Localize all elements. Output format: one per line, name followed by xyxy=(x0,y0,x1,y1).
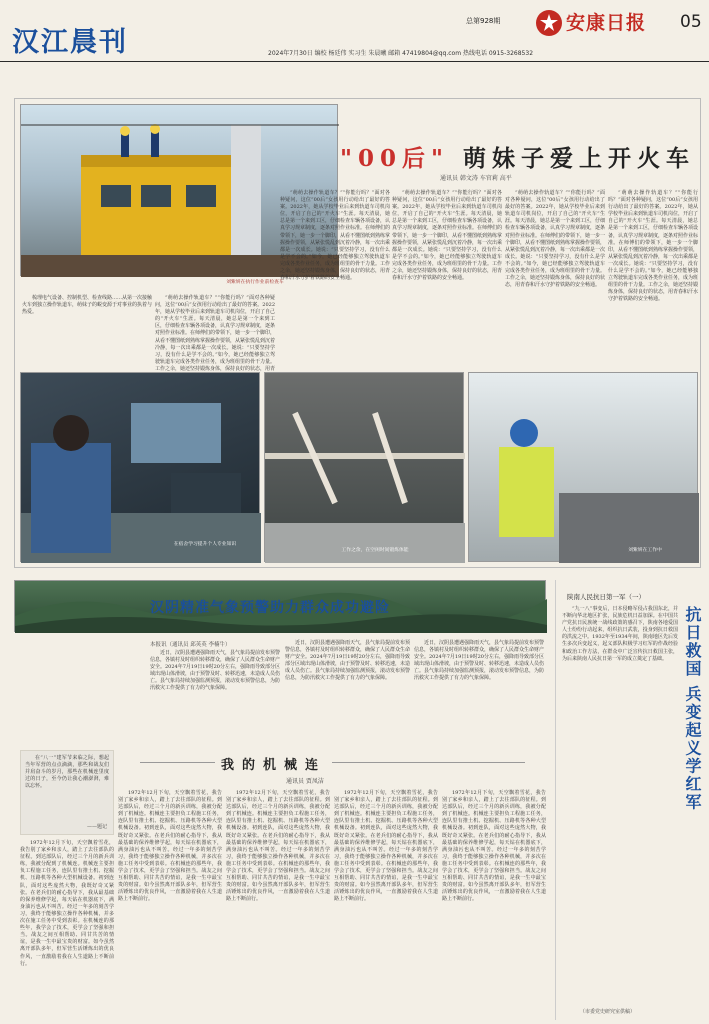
photo2-caption: 在宿舍学习提升个人专业知识 xyxy=(173,542,237,547)
bottom-byline: 通讯员 贾凤洁 xyxy=(286,778,324,785)
feature-col-1: “萌萌去操作轨道车？”“你能行吗？”面对各种疑问，这位“00后”女孩用行动给出了最好的答案。2022年，她从学校毕业后来到轨道车司机岗位，开启了自己的“开火车”生涯。每天清晨，她总是第一个来到工区，仔细检查车辆各项设备，认真学习规章制度，逐条对照作业标准。在师傅们的带领下，她一步一个脚印，从看不懂图纸到熟练掌握操作要领，从紧张慌乱到沉着冷静，每一次出乘都是一次成长。她说：“只要坚持学习，没有什么是学不会的。”如今，她已经能够独立驾驶轨道车完成各类作业任务，成为班组里的骨干力量。工作之余，她还坚持锻炼身体，保持良好的状态，用青 xyxy=(155,295,276,372)
headline-text: 萌妹子爱上开火车 xyxy=(463,145,695,172)
feature-col-2: “萌萌去操作轨道车？”“你能行吗？”面对各种疑问，这位“00后”女孩用行动给出了最好的答案。2022年，她从学校毕业后来到轨道车司机岗位，开启了自己的“开火车”生涯。每天清晨，她总是第一个来到工区，仔细检查车辆各项设备，认真学习规章制度，逐条对照作业标准。在师傅们的带领下，她一步一个脚印，从看不懂图纸到熟练掌握操作要领，从紧张慌乱到沉着冷静，每一次出乘都是一次成长。她说：“只要坚持学习，没有什么是学不会的。”如今，她已经能够独立驾驶轨道车完成各类作业任务，成为班组里的骨干力量。工作之余，她还坚持锻炼身体，保持良好的状态，用青春和汗水守护着铁路的安全畅通。 xyxy=(280,190,391,282)
feature-headline xyxy=(340,140,695,173)
photo-cab-study xyxy=(20,372,260,562)
weather-col-2: 近日，汉阴县遭遇强降雨天气，县气象局提前发布预警信息，各镇村及时组织转移群众，确保了人民群众生命财产安全。2024年7月19日19时20分左右，强降雨导致部分区域出现山体滑坡，由于预警及时、转移迅速，未造成人员伤亡。县气象局持续加强监测预报，滚动发布预警信息，为防汛救灾工作提供了有力的气象保障。 xyxy=(285,640,411,682)
bottom-col-5: 1972年12月下旬，天空飘着雪花，我告别了家乡和亲人，踏上了去往部队的征程。到达部队后，经过三个月的新兵训练，我被分配到了机械连。机械连主要担负工程施工任务，连队里有推土机、挖掘机、压路机等各种大型机械设备。初到连队，面对这些庞然大物，我既好奇又紧张。在老兵们的耐心指导下，我从最基础的保养维修学起，每天钻在机器底下，满身油污也从不叫苦。经过一年多的刻苦学习，我终于能够独立操作各种机械，并多次在施工任务中受到表彰。在机械连的那些年，我学会了技术，更学会了坚强和担当。战友之间互相帮助、同甘共苦的情谊，是我一生中最宝贵的财富。如今虽然离开部队多年，但军营生活锤炼出的优良作风，一直激励着我在人生道路上不断前行。 xyxy=(442,790,546,903)
photo-exercise xyxy=(264,372,464,562)
section-title: 汉江晨刊 xyxy=(12,27,128,58)
side-title: 抗日救国 兵变起义学红军 xyxy=(683,606,702,812)
feature-col-5: “萌萌去操作轨道车？”“你能行吗？”面对各种疑问，这位“00后”女孩用行动给出了最好的答案。2022年，她从学校毕业后来到轨道车司机岗位，开启了自己的“开火车”生涯。每天清晨，她总是第一个来到工区，仔细检查车辆各项设备，认真学习规章制度，逐条对照作业标准。在师傅们的带领下，她一步一个脚印，从看不懂图纸到熟练掌握操作要领，从紧张慌乱到沉着冷静，每一次出乘都是一次成长。她说：“只要坚持学习，没有什么是学不会的。”如今，她已经能够独立驾驶轨道车完成各类作业任务，成为班组里的骨干力量。工作之余，她还坚持锻炼身体，保持良好的状态，用青春和汗水守护着铁路的安全畅通。 xyxy=(608,190,699,303)
epigraph-text: 在“八一”建军节来临之际，想起当年军营的点点滴滴，那些和战友们并肩奋斗的岁月，那些在机械连里度过的日子，至今仍让我心潮澎湃，难以忘怀。 xyxy=(25,755,109,790)
newspaper-logo: 安康日报 xyxy=(566,12,647,34)
bottom-col-4: 1972年12月下旬，天空飘着雪花，我告别了家乡和亲人，踏上了去往部队的征程。到达部队后，经过三个月的新兵训练，我被分配到了机械连。机械连主要担负工程施工任务，连队里有推土机、挖掘机、压路机等各种大型机械设备。初到连队，面对这些庞然大物，我既好奇又紧张。在老兵们的耐心指导下，我从最基础的保养维修学起，每天钻在机器底下，满身油污也从不叫苦。经过一年多的刻苦学习，我终于能够独立操作各种机械，并多次在施工任务中受到表彰。在机械连的那些年，我学会了技术，更学会了坚强和担当。战友之间互相帮助、同甘共苦的情谊，是我一生中最宝贵的财富。如今虽然离开部队多年，但军营生活锤炼出的优良作风，一直激励着我在人生道路上不断前行。 xyxy=(334,790,438,903)
bottom-col-1: 1972年12月下旬，天空飘着雪花，我告别了家乡和亲人，踏上了去往部队的征程。到达部队后，经过三个月的新兵训练，我被分配到了机械连。机械连主要担负工程施工任务，连队里有推土机、挖掘机、压路机等各种大型机械设备。初到连队，面对这些庞然大物，我既好奇又紧张。在老兵们的耐心指导下，我从最基础的保养维修学起，每天钻在机器底下，满身油污也从不叫苦。经过一年多的刻苦学习，我终于能够独立操作各种机械，并多次在施工任务中受到表彰。在机械连的那些年，我学会了技术，更学会了坚强和担当。战友之间互相帮助、同甘共苦的情谊，是我一生中最宝贵的财富。如今虽然离开部队多年，但军营生活锤炼出的优良作风，一直激励着我在人生道路上不断前行。 xyxy=(20,840,114,967)
weather-col-3: 近日，汉阴县遭遇强降雨天气，县气象局提前发布预警信息，各镇村及时组织转移群众，确保了人民群众生命财产安全。2024年7月19日19时20分左右，强降雨导致部分区域出现山体滑坡，由于预警及时、转移迅速，未造成人员伤亡。县气象局持续加强监测预报，滚动发布预警信息，为防汛救灾工作提供了有力的气象保障。 xyxy=(414,640,545,682)
feature-col-3: “萌萌去操作轨道车？”“你能行吗？”面对各种疑问，这位“00后”女孩用行动给出了最好的答案。2022年，她从学校毕业后来到轨道车司机岗位，开启了自己的“开火车”生涯。每天清晨，她总是第一个来到工区，仔细检查车辆各项设备，认真学习规章制度，逐条对照作业标准。在师傅们的带领下，她一步一个脚印，从看不懂图纸到熟练掌握操作要领，从紧张慌乱到沉着冷静，每一次出乘都是一次成长。她说：“只要坚持学习，没有什么是学不会的。”如今，她已经能够独立驾驶轨道车完成各类作业任务，成为班组里的骨干力量。工作之余，她还坚持锻炼身体，保持良好的状态，用青春和汗水守护着铁路的安全畅通。 xyxy=(392,190,503,282)
page-number: 05 xyxy=(680,12,702,32)
photo-worker xyxy=(468,372,698,562)
side-body: “九一八”事变后，日本侵略军侵占我国东北，并不断向华北地区扩张，民族危机日益加深。在中国共产党抗日民族统一战线政策的感召下，陕南各地爱国人士纷纷行动起来，组织抗日武装，投身到抗日救国的洪流之中。1932年至1934年间，陕南地区先后发生多次兵变起义，起义部队积极学习红军的作战经验和政治工作方法，在群众中广泛宣传抗日救国主张，为后来陕南人民抗日第一军的成立奠定了基础。 xyxy=(562,606,678,662)
bottom-col-2: 1972年12月下旬，天空飘着雪花，我告别了家乡和亲人，踏上了去往部队的征程。到达部队后，经过三个月的新兵训练，我被分配到了机械连。机械连主要担负工程施工任务，连队里有推土机、挖掘机、压路机等各种大型机械设备。初到连队，面对这些庞然大物，我既好奇又紧张。在老兵们的耐心指导下，我从最基础的保养维修学起，每天钻在机器底下，满身油污也从不叫苦。经过一年多的刻苦学习，我终于能够独立操作各种机械，并多次在施工任务中受到表彰。在机械连的那些年，我学会了技术，更学会了坚强和担当。战友之间互相帮助、同甘共苦的情谊，是我一生中最宝贵的财富。如今虽然离开部队多年，但军营生活锤炼出的优良作风，一直激励着我在人生道路上不断前行。 xyxy=(118,790,222,903)
weather-byline: 本报讯（通讯员 邱英英 李楠牛） xyxy=(150,642,231,648)
feature-lead: 梳理电气设备、控制机型、检查线路……从第一次接触火车到独立操作轨道车，萌妹子的蜕变源于对事业的执着与热爱。 xyxy=(22,295,153,316)
feature-byline: 通讯员 韩文涛 车官莉 高平 xyxy=(440,175,512,182)
weather-col-1: 近日，汉阴县遭遇强降雨天气，县气象局提前发布预警信息，各镇村及时组织转移群众，确保了人民群众生命财产安全。2024年7月19日19时20分左右，强降雨导致部分区域出现山体滑坡，由于预警及时、转移迅速，未造成人员伤亡。县气象局持续加强监测预报，滚动发布预警信息，为防汛救灾工作提供了有力的气象保障。 xyxy=(150,650,281,692)
edition-info: 2024年7月30日 编校 杨廷伟 实习生 朱晨曦 邮箱 47419804@qq.com 热线电话 0915-3268532 xyxy=(268,50,534,57)
photo4-caption: 刘紫妍在工作中 xyxy=(628,548,662,553)
bottom-headline: 我的机械连 xyxy=(215,754,332,773)
issue-number: 总第928期 xyxy=(466,17,501,25)
weather-headline: 汉阴精准气象预警助力群众成功避险 xyxy=(150,600,390,616)
epigraph-box xyxy=(20,750,114,835)
title-rule xyxy=(140,762,525,763)
side-source: （市委党史研究室供稿） xyxy=(580,1009,636,1015)
photo3-caption: 工作之余，在空闲时间锻炼体能 xyxy=(341,548,409,553)
headline-accent: "00后" xyxy=(340,145,449,172)
photo1-caption: 刘紫妍在执行作业前检查车 xyxy=(226,280,284,285)
side-series-header: 陕南人民抗日第一军（一） xyxy=(567,593,645,601)
epigraph-author: ——题记 xyxy=(86,824,107,830)
newspaper-logo-icon xyxy=(536,10,562,36)
bottom-col-3: 1972年12月下旬，天空飘着雪花，我告别了家乡和亲人，踏上了去往部队的征程。到达部队后，经过三个月的新兵训练，我被分配到了机械连。机械连主要担负工程施工任务，连队里有推土机、挖掘机、压路机等各种大型机械设备。初到连队，面对这些庞然大物，我既好奇又紧张。在老兵们的耐心指导下，我从最基础的保养维修学起，每天钻在机器底下，满身油污也从不叫苦。经过一年多的刻苦学习，我终于能够独立操作各种机械，并多次在施工任务中受到表彰。在机械连的那些年，我学会了技术，更学会了坚强和担当。战友之间互相帮助、同甘共苦的情谊，是我一生中最宝贵的财富。如今虽然离开部队多年，但军营生活锤炼出的优良作风，一直激励着我在人生道路上不断前行。 xyxy=(226,790,330,903)
feature-col-4: “萌萌去操作轨道车？”“你能行吗？”面对各种疑问，这位“00后”女孩用行动给出了最好的答案。2022年，她从学校毕业后来到轨道车司机岗位，开启了自己的“开火车”生涯。每天清晨，她总是第一个来到工区，仔细检查车辆各项设备，认真学习规章制度，逐条对照作业标准。在师傅们的带领下，她一步一个脚印，从看不懂图纸到熟练掌握操作要领，从紧张慌乱到沉着冷静，每一次出乘都是一次成长。她说：“只要坚持学习，没有什么是学不会的。”如今，她已经能够独立驾驶轨道车完成各类作业任务，成为班组里的骨干力量。工作之余，她还坚持锻炼身体，保持良好的状态，用青春和汗水守护着铁路的安全畅通。 xyxy=(505,190,606,289)
